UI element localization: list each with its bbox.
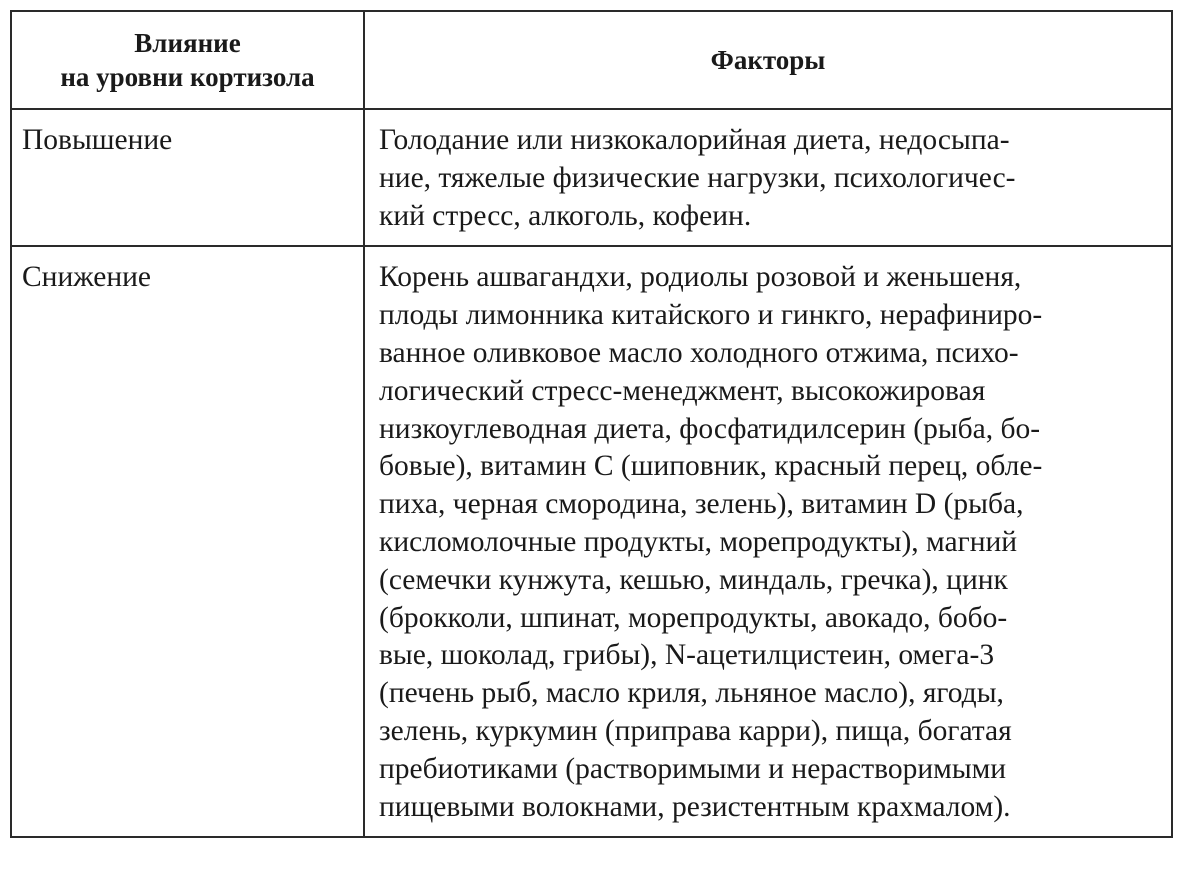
- header-effect: [11, 11, 364, 109]
- factor-line: пиха, черная смородина, зелень), витамин D (рыба,: [379, 488, 1024, 521]
- factor-line: (брокколи, шпинат, морепродукты, авокадо, бобо-: [379, 601, 1008, 634]
- factors-decrease: [364, 246, 1172, 837]
- factor-line: пребиотиками (растворимыми и нерастворимыми: [379, 752, 1007, 785]
- table-row-increase: [11, 109, 1172, 246]
- effect-increase: Повышение: [11, 109, 364, 246]
- factor-line: низкоуглеводная диета, фосфатидилсерин (рыба, бо-: [379, 412, 1041, 445]
- factor-line: ние, тяжелые физические нагрузки, психологичес-: [379, 161, 1016, 194]
- header-factors: Факторы: [364, 11, 1172, 109]
- factor-line: (печень рыб, масло криля, льняное масло), ягоды,: [379, 677, 1004, 710]
- factor-line: пищевыми волокнами, резистентным крахмалом).: [379, 790, 1011, 823]
- effect-decrease: Снижение: [11, 246, 364, 837]
- factor-line: логический стресс-менеджмент, высокожировая: [379, 374, 986, 407]
- table-row-decrease: [11, 246, 1172, 837]
- factor-line: Голодание или низкокалорийная диета, недосыпа-: [379, 124, 1010, 156]
- factors-increase: [364, 109, 1172, 246]
- factor-line: зелень, куркумин (приправа карри), пища, богатая: [379, 714, 1012, 747]
- factor-line: кисломолочные продукты, морепродукты), магний: [379, 525, 1018, 558]
- factor-line: вые, шоколад, грибы), N-ацетилцистеин, омега-3: [379, 639, 995, 672]
- factor-line: Корень ашвагандхи, родиолы розовой и женьшеня,: [379, 261, 1022, 294]
- factor-line: ванное оливковое масло холодного отжима, психо-: [379, 336, 1019, 369]
- header-effect-line2: на уровни кортизола: [60, 62, 315, 92]
- header-effect-line1: Влияние: [134, 28, 241, 58]
- factor-line: (семечки кунжута, кешью, миндаль, гречка), цинк: [379, 563, 1008, 596]
- factor-line: кий стресс, алкоголь, кофеин.: [379, 199, 752, 232]
- cortisol-factors-table: [10, 10, 1173, 838]
- factor-line: бовые), витамин С (шиповник, красный перец, обле-: [379, 450, 1043, 483]
- table-header-row: [11, 11, 1172, 109]
- factor-line: плоды лимонника китайского и гинкго, нерафиниро-: [379, 299, 1043, 332]
